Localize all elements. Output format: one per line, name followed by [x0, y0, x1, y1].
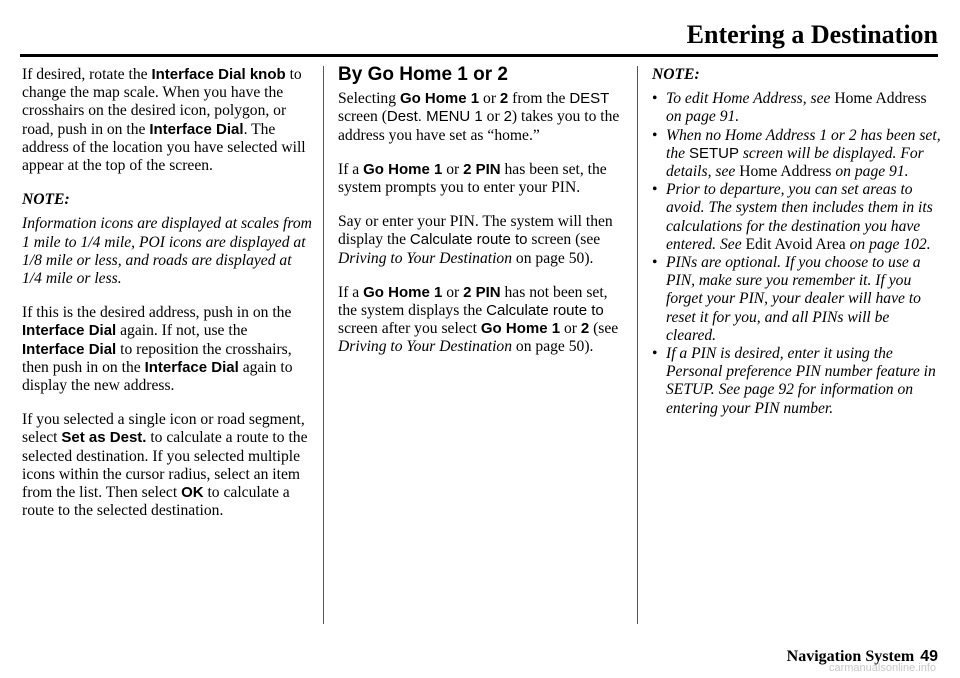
ui-term: Go Home 1 — [480, 320, 561, 338]
note-list — [652, 90, 942, 418]
page-title: Entering a Destination — [686, 20, 938, 49]
ui-term: Interface Dial — [22, 340, 117, 358]
ui-term: 2 PIN — [463, 283, 501, 301]
ui-term: DEST — [569, 90, 610, 108]
column-left — [22, 66, 312, 536]
paragraph-pin-not-set: If a Go Home 1 or 2 PIN has not been set, the system displays the Calculate route to screen after you select Go Home 1 or 2 (see Driving to Your Destination on page 50). — [338, 283, 619, 356]
ui-term: Interface Dial — [149, 120, 244, 138]
ui-term: Dest. MENU 1 — [386, 108, 483, 126]
ui-term: Calculate route to — [486, 302, 604, 320]
reference: Driving to Your Destination — [338, 249, 513, 267]
ui-term: 2 — [503, 108, 512, 126]
watermark: carmanualsonline.info — [828, 662, 936, 674]
reference: Driving to Your Destination — [338, 338, 513, 356]
column-middle — [338, 66, 624, 373]
note-text: Information icons are displayed at scales from 1 mile to 1/4 mile, POI icons are displayed at 1/8 mile or less, and roads are displayed at 1/4 mile or less. — [22, 215, 312, 288]
paragraph-selected-icon: If you selected a single icon or road segment, select Set as Dest. to calculate a route to the selected destination. If you selected multiple icons within the cursor radius, select an item from the list. Then select OK to calculate a route to the selected destination. — [22, 411, 308, 520]
ui-term: Interface Dial knob — [151, 66, 286, 83]
ui-term: Interface Dial — [144, 358, 239, 376]
header-rule — [20, 54, 938, 57]
ui-term: Go Home 1 — [363, 283, 443, 301]
ui-term: OK — [181, 484, 204, 502]
page-number: 49 — [920, 648, 938, 665]
ui-term: 2 — [580, 320, 590, 338]
paragraph-pin-set: If a Go Home 1 or 2 PIN has been set, the system prompts you to enter your PIN. — [338, 160, 607, 197]
ui-term: Calculate route to — [409, 231, 528, 249]
column-right — [652, 66, 942, 418]
ui-term: 2 — [499, 90, 509, 108]
section-title: By Go Home 1 or 2 — [338, 64, 508, 85]
ui-term: Set as Dest. — [61, 429, 147, 447]
column-divider — [323, 66, 324, 624]
list-item: • PINs are optional. If you choose to use a PIN, make sure you remember it. If you forget your PIN, your dealer will have to reset it for you, and all PINs will be cleared. — [652, 254, 942, 345]
footer-section-name: Navigation System — [786, 648, 915, 665]
ui-term: Interface Dial — [22, 322, 117, 340]
ui-term: Go Home 1 — [399, 90, 480, 108]
list-item: • Prior to departure, you can set areas to avoid. The system then includes them in its calculations for the destination you have entered. See Edit Avoid Area on page 102. — [652, 181, 942, 254]
ui-term: 2 PIN — [463, 160, 501, 178]
paragraph-desired-address: If this is the desired address, push in on the Interface Dial again. If not, use the Interface Dial to reposition the crosshairs, then push in on the Interface Dial again to display the new address. — [22, 304, 293, 395]
list-item: • When no Home Address 1 or 2 has been set, the SETUP screen will be displayed. For details, see Home Address on page 91. — [652, 127, 942, 182]
ui-term: SETUP — [688, 144, 739, 162]
note-label: NOTE: — [652, 66, 700, 83]
paragraph-enter-pin: Say or enter your PIN. The system will then display the Calculate route to screen (see Driving to Your Destination on page 50). — [338, 213, 613, 267]
list-item: • If a PIN is desired, enter it using the Personal preference PIN number feature in SETUP. See page 92 for information on entering your PIN number. — [652, 345, 942, 418]
note-label: NOTE: — [22, 191, 70, 209]
list-item: • To edit Home Address, see Home Address on page 91. — [652, 90, 942, 126]
paragraph-rotate-dial: If desired, rotate the Interface Dial knob to change the map scale. When you have the crosshairs on the desired icon, polygon, or road, push in on the Interface Dial. The address of the location you have selected will appear at the top of the screen. — [22, 66, 306, 175]
paragraph-go-home: Selecting Go Home 1 or 2 from the DEST screen (Dest. MENU 1 or 2) takes you to the address you have set as “home.” — [338, 90, 620, 144]
ui-term: Go Home 1 — [363, 160, 443, 178]
column-divider — [637, 66, 638, 624]
